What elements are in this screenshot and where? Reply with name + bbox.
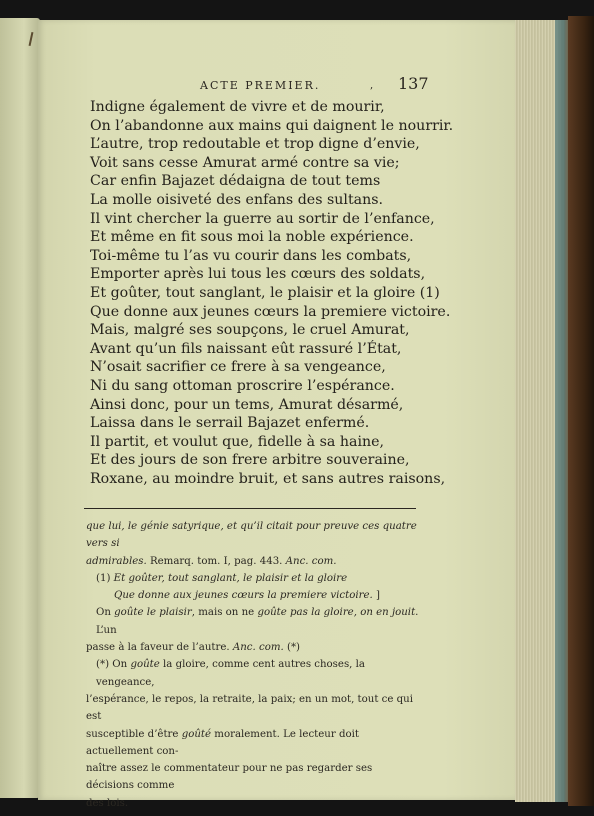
footnote-line (86, 639, 422, 656)
verse-line: Roxane, au moindre bruit, et sans autres raisons, (90, 470, 446, 487)
verse-block (90, 98, 454, 488)
footnote-text: ] (372, 590, 380, 602)
footnote-text: Que donne aux jeunes cœurs la premiere victoire. (114, 590, 373, 602)
footnote-text: que lui, le génie satyrique, et qu’il citait pour preuve ces quatre vers si (86, 521, 417, 550)
facing-page-mark (29, 32, 34, 46)
verse-line: N’osait sacrifier ce frere à sa vengeance, (90, 359, 386, 376)
verse-line: Voit sans cesse Amurat armé contre sa vie; (90, 154, 400, 171)
facing-page-edge (0, 18, 40, 798)
footnote-line (86, 553, 422, 570)
footnote-line (86, 760, 422, 795)
footnote-line (86, 795, 422, 812)
verse-line: Avant qu’un fils naissant eût rassuré l’État, (90, 340, 402, 357)
verse-line: Toi-même tu l’as vu courir dans les combats, (90, 247, 412, 264)
verse-line: Et goûter, tout sanglant, le plaisir et la gloire (1) (90, 284, 440, 301)
footnote-text: Remarq. tom. I, pag. 443. (146, 555, 286, 567)
footnote-text: goûte pas la gloire, on en jouit. (257, 607, 419, 619)
verse-line: Et même en fit sous moi la noble expérience. (90, 229, 414, 246)
footnote-text: Et goûter, tout sanglant, le plaisir et la gloire (113, 572, 348, 584)
footnote-line (86, 570, 422, 587)
verse-line: Emporter après lui tous les cœurs des soldats, (90, 266, 426, 283)
footnote-text: On (96, 607, 115, 619)
footnote-text: l’espérance, le repos, la retraite, la paix; en un mot, tout ce qui est (86, 693, 413, 723)
footnotes (86, 518, 422, 812)
footnote-line (86, 587, 422, 604)
verse-line: On l’abandonne aux mains qui daignent le nourrir. (90, 117, 454, 134)
verse-line: Ainsi donc, pour un tems, Amurat désarmé, (90, 396, 404, 413)
footnote-text: naître assez le commentateur pour ne pas regarder ses décisions comme (86, 763, 373, 792)
verse-line: Il vint chercher la guerre au sortir de l’enfance, (90, 210, 435, 227)
footnote-text: goûte (130, 659, 160, 671)
footnote-number: (1) (96, 572, 114, 584)
verse-line: Ni du sang ottoman proscrire l’espérance. (90, 377, 395, 394)
verse-line: Il partit, et voulut que, fidelle à sa haine, (90, 433, 385, 450)
verse-line: Et des jours de son frere arbitre souveraine, (90, 452, 410, 469)
footnote-line (86, 604, 422, 639)
footnote-line (86, 656, 422, 691)
footnote-text: L’un (96, 624, 117, 636)
page-number: 137 (398, 74, 429, 93)
verse-line: Laissa dans le serrail Bajazet enfermé. (90, 415, 370, 432)
footnote-text: goûté (181, 728, 212, 740)
footnote-rule (84, 508, 416, 509)
verse-line: Car enfin Bajazet dédaigna de tout tems (90, 173, 381, 190)
footnote-text: passe à la faveur de l’autre. (86, 642, 233, 654)
verse-line: La molle oisiveté des enfans des sultans. (90, 191, 384, 208)
footnote-text: Anc. com. (285, 555, 337, 567)
book-cover (568, 16, 594, 806)
running-title: ACTE PREMIER. (200, 79, 321, 92)
verse-line: Mais, malgré ses soupçons, le cruel Amurat, (90, 322, 410, 339)
verse-line: L’autre, trop redoutable et trop digne d’envie, (90, 136, 420, 153)
footnote-line (86, 691, 422, 726)
footnote-text: la gloire, comme cent autres choses, la vengeance, (96, 659, 365, 688)
verse-line: Que donne aux jeunes cœurs la premiere victoire. (90, 303, 451, 320)
footnote-text: (*) On (96, 659, 131, 671)
footnote-line (86, 726, 422, 761)
footnote-text: , mais on ne (191, 607, 258, 619)
footnote-text: susceptible d’être (86, 728, 182, 740)
footnote-text: admirables. (86, 555, 147, 567)
footnote-text: moralement. Le lecteur doit actuellement con- (86, 728, 359, 757)
footnote-text: des lois. (86, 797, 129, 809)
footnote-text: Anc. com. (232, 642, 284, 654)
footnote-line (86, 518, 422, 553)
footnote-text: (*) (283, 642, 301, 654)
header-mark: , (370, 80, 374, 91)
verse-line: Indigne également de vivre et de mourir, (90, 99, 385, 115)
footnote-text: goûte le plaisir (114, 607, 192, 619)
